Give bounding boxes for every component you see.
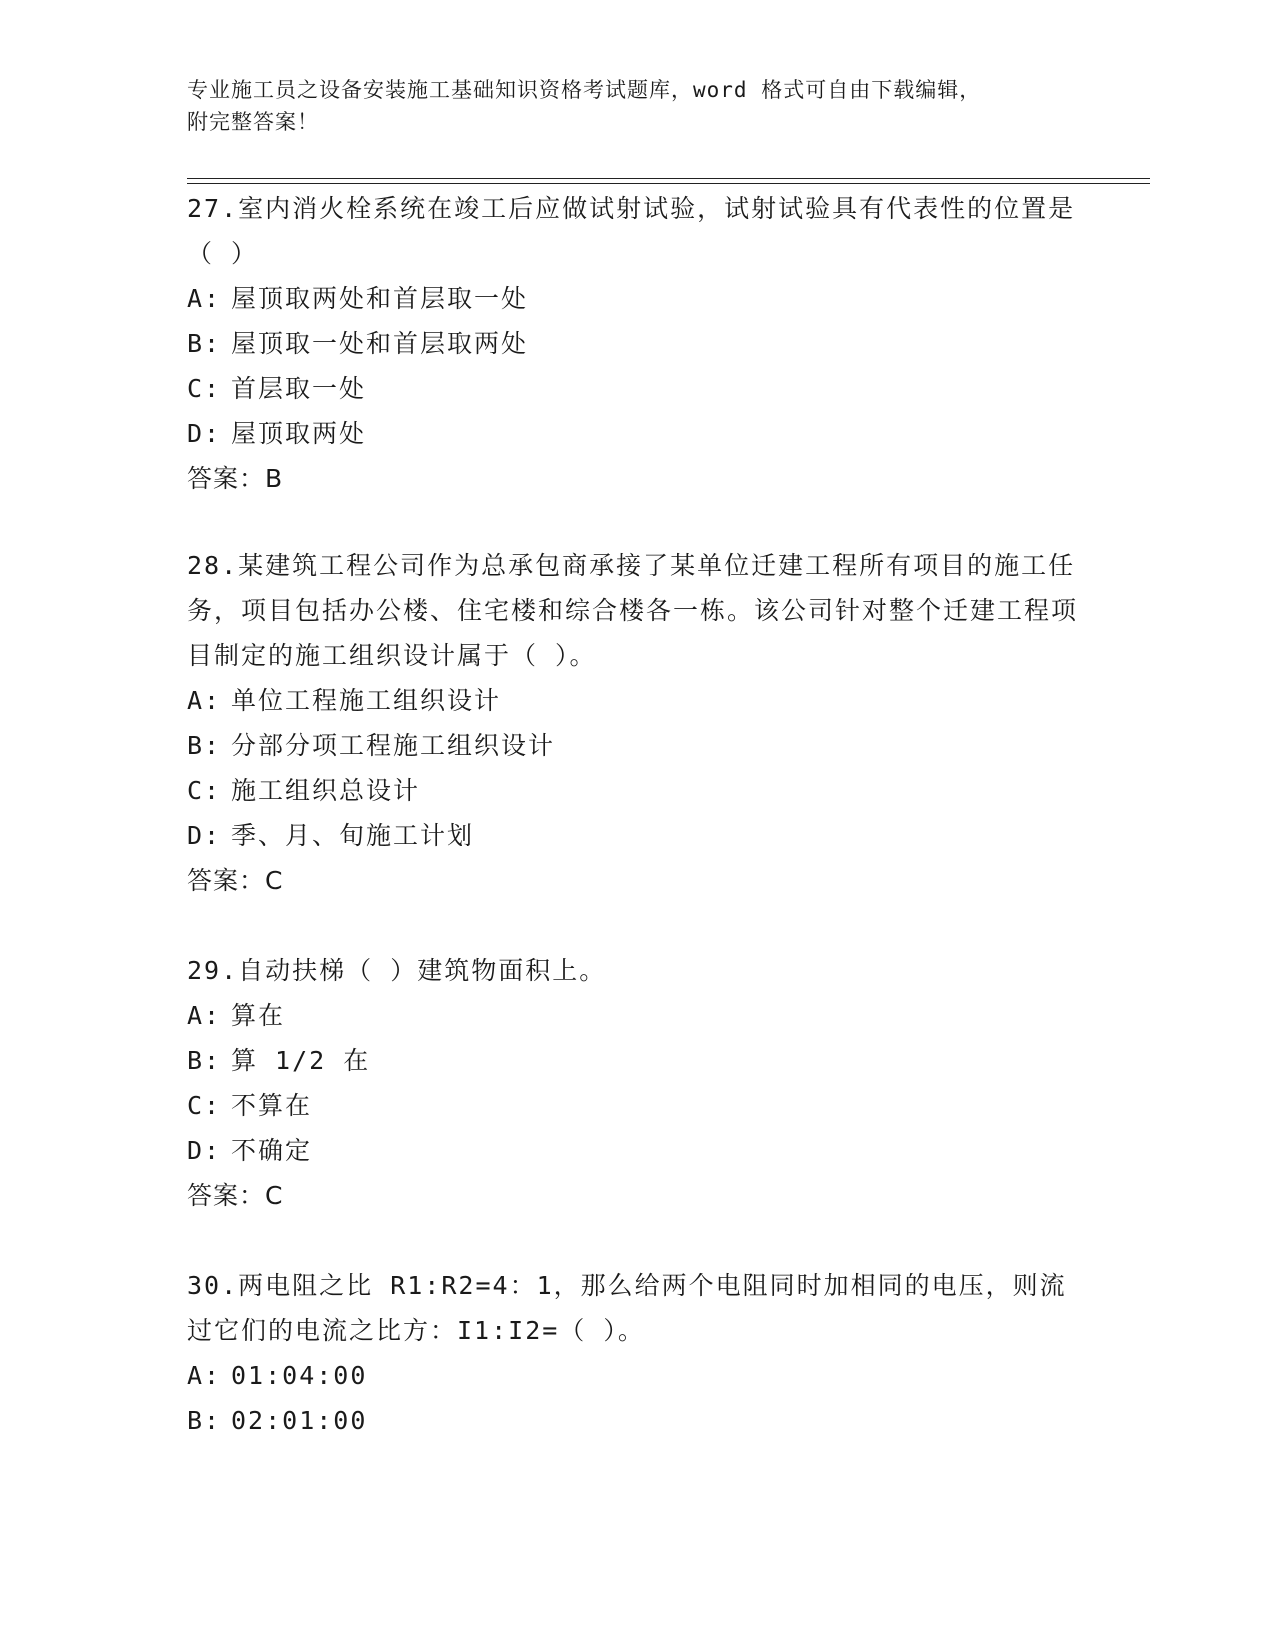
option-text: 02:01:00 (231, 1406, 368, 1435)
option-key: C: (187, 374, 222, 403)
option-c (187, 768, 1087, 813)
option-text: 季、月、旬施工计划 (231, 821, 475, 850)
option-key: C: (187, 1091, 222, 1120)
option-d (187, 813, 1087, 858)
header-line-2: 附完整答案！ (187, 110, 319, 134)
question-30 (187, 1263, 1087, 1443)
option-key: D: (187, 821, 222, 850)
option-d (187, 411, 1087, 456)
answer: 答案：B (187, 464, 284, 493)
header-rule-top (187, 178, 1150, 179)
option-text: 施工组织总设计 (231, 776, 421, 805)
option-key: A: (187, 1001, 222, 1030)
option-key: A: (187, 284, 222, 313)
option-d (187, 1128, 1087, 1173)
option-key: B: (187, 1406, 222, 1435)
option-b (187, 723, 1087, 768)
option-a (187, 678, 1087, 723)
header-line-1: 专业施工员之设备安装施工基础知识资格考试题库，word 格式可自由下载编辑， (187, 78, 982, 102)
question-27 (187, 186, 1087, 501)
option-key: D: (187, 419, 222, 448)
option-key: D: (187, 1136, 222, 1165)
question-stem: 27.室内消火栓系统在竣工后应做试射试验，试射试验具有代表性的位置是（ ） (187, 194, 1076, 268)
option-text: 算在 (231, 1001, 286, 1030)
option-text: 屋顶取一处和首层取两处 (231, 329, 529, 358)
option-key: A: (187, 1361, 222, 1390)
question-stem: 28.某建筑工程公司作为总承包商承接了某单位迁建工程所有项目的施工任务，项目包括办公楼、住宅楼和综合楼各一栋。该公司针对整个迁建工程项目制定的施工组织设计属于（ ）。 (187, 551, 1079, 670)
option-a (187, 993, 1087, 1038)
answer: 答案：C (187, 866, 284, 895)
option-key: B: (187, 1046, 222, 1075)
option-text: 首层取一处 (231, 374, 367, 403)
option-text: 不算在 (231, 1091, 313, 1120)
option-key: A: (187, 686, 222, 715)
option-c (187, 1083, 1087, 1128)
header-rule-bottom (187, 183, 1150, 184)
option-text: 不确定 (231, 1136, 313, 1165)
question-29 (187, 948, 1087, 1218)
option-a (187, 276, 1087, 321)
option-text: 屋顶取两处和首层取一处 (231, 284, 529, 313)
option-b (187, 1398, 1087, 1443)
answer: 答案：C (187, 1181, 284, 1210)
option-key: B: (187, 731, 222, 760)
option-text: 01:04:00 (231, 1361, 368, 1390)
question-28 (187, 543, 1087, 903)
option-b (187, 1038, 1087, 1083)
option-text: 算 1/2 在 (231, 1046, 371, 1075)
question-stem: 29.自动扶梯（ ）建筑物面积上。 (187, 956, 607, 985)
option-a (187, 1353, 1087, 1398)
option-text: 屋顶取两处 (231, 419, 367, 448)
question-stem: 30.两电阻之比 R1:R2=4：1，那么给两个电阻同时加相同的电压，则流过它们的电流之比方：I1:I2=（ ）。 (187, 1271, 1067, 1345)
option-key: C: (187, 776, 222, 805)
option-c (187, 366, 1087, 411)
option-text: 单位工程施工组织设计 (231, 686, 502, 715)
option-b (187, 321, 1087, 366)
option-key: B: (187, 329, 222, 358)
option-text: 分部分项工程施工组织设计 (231, 731, 556, 760)
document-header (187, 74, 1087, 138)
